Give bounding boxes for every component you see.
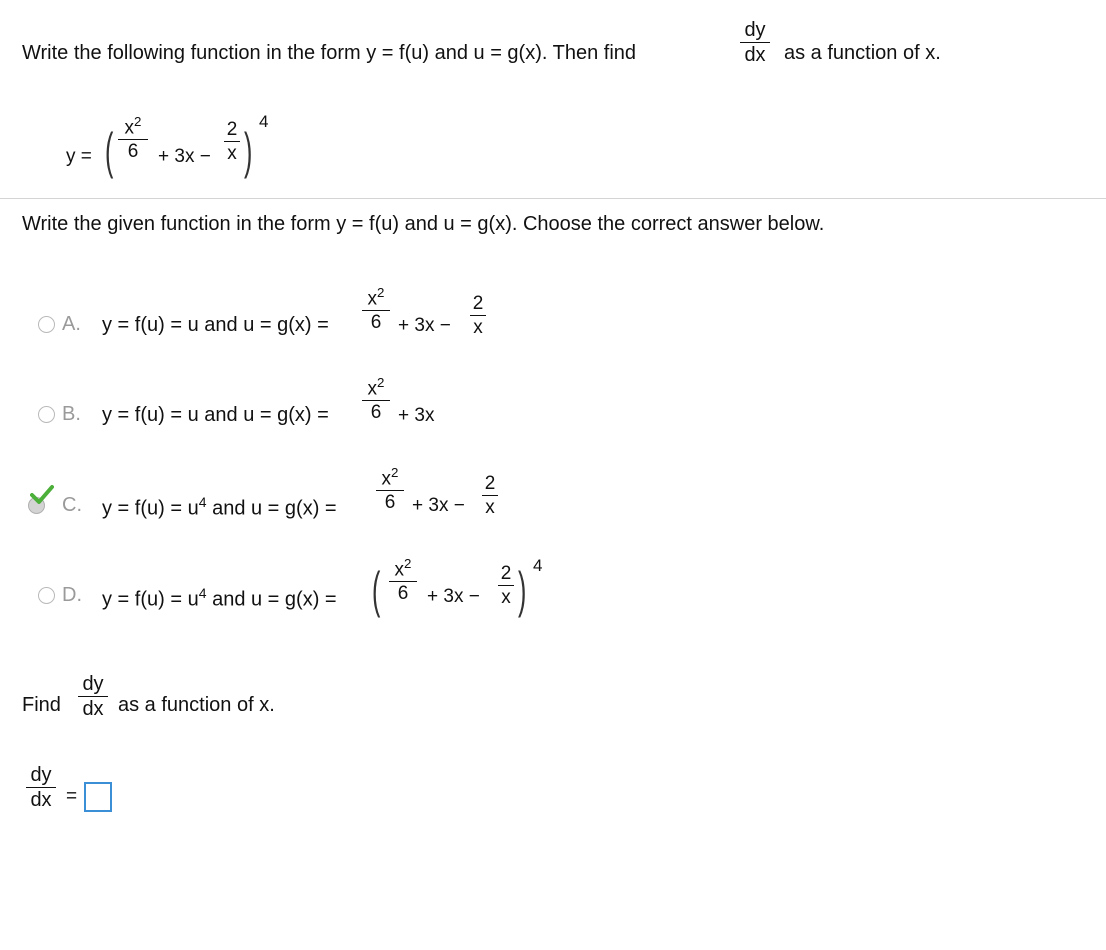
option-d-right-paren: ) — [518, 562, 527, 618]
dy-label: dy — [744, 19, 766, 41]
power-4: 4 — [259, 112, 269, 131]
two-over-x: 2 x — [224, 120, 240, 163]
option-c-text: $y = f(u) = u^4$ and u = g(x) = — [102, 494, 337, 520]
option-c-plus3x: + 3x − — [412, 495, 465, 516]
function-lhs: y = — [66, 146, 92, 167]
option-d-radio[interactable] — [38, 587, 55, 604]
part2-derivative-fraction: dy dx — [78, 674, 108, 719]
option-d-left-paren: ( — [372, 562, 381, 618]
option-a-x2-over-6: $x^2$ 6 — [362, 286, 390, 332]
option-a-text: y = f(u) = u and u = g(x) = — [102, 314, 329, 336]
option-c-letter: C. — [62, 494, 82, 516]
option-a-two-over-x: 2 x — [470, 294, 486, 337]
option-b-letter: B. — [62, 403, 81, 425]
part2-suffix: as a function of x. — [118, 694, 275, 716]
question-derivative-fraction — [740, 20, 770, 65]
option-d-two-over-x: 2 x — [498, 564, 514, 607]
left-paren: ( — [105, 123, 114, 179]
checkmark-icon — [30, 484, 54, 506]
option-a-letter: A. — [62, 313, 81, 335]
option-d-power-4: 4 — [533, 556, 543, 575]
part2-find-label: Find — [22, 694, 61, 716]
option-c-x2-over-6: $x^2$ 6 — [376, 466, 404, 512]
question-prompt-suffix: as a function of x. — [784, 42, 941, 64]
option-d-text: $y = f(u) = u^4$ and u = g(x) = — [102, 585, 337, 611]
part1-prompt: Write the given function in the form y = f(u) and u = g(x). Choose the correct answer below. — [22, 213, 825, 235]
answer-input[interactable] — [84, 782, 112, 812]
option-a-plus3x: + 3x − — [398, 315, 451, 336]
plus-3x: + 3x − — [158, 146, 211, 167]
option-a-radio[interactable] — [38, 316, 55, 333]
option-b-radio[interactable] — [38, 406, 55, 423]
x2-over-6: $x^2$ 6 — [118, 115, 148, 161]
right-paren: ) — [244, 123, 253, 179]
question-prompt: Write the following function in the form y = f(u) and u = g(x). Then find — [22, 42, 637, 64]
option-b-text: y = f(u) = u and u = g(x) = — [102, 404, 329, 426]
option-b-plus3x: + 3x — [398, 405, 435, 426]
answer-equals: = — [66, 786, 78, 807]
option-c-two-over-x: 2 x — [482, 474, 498, 517]
section-divider — [0, 198, 1106, 199]
option-d-x2-over-6: $x^2$ 6 — [389, 557, 417, 603]
option-d-letter: D. — [62, 584, 82, 606]
dx-label: dx — [744, 44, 766, 66]
option-d-plus3x: + 3x − — [427, 586, 480, 607]
option-b-x2-over-6: $x^2$ 6 — [362, 376, 390, 422]
answer-derivative-fraction: dy dx — [26, 765, 56, 810]
